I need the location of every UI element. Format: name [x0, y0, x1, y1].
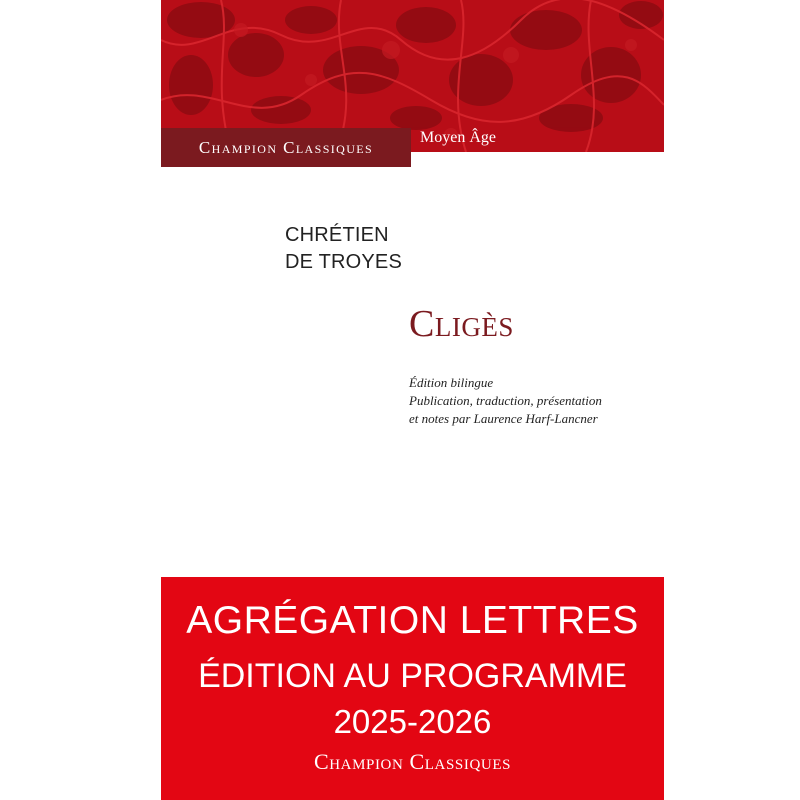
- edition-line-2: Publication, traduction, présentation: [409, 393, 602, 408]
- banner-years: 2025-2026: [333, 703, 492, 740]
- agregation-banner: [161, 577, 664, 800]
- series-name: Champion Classiques: [198, 137, 374, 157]
- edition-notes: [409, 374, 602, 428]
- subcollection-label: Moyen Âge: [420, 129, 496, 146]
- book-title: Cligès: [409, 303, 514, 345]
- edition-line-3: et notes par Laurence Harf-Lancner: [409, 411, 598, 426]
- author-line-2: DE TROYES: [285, 251, 403, 273]
- author-name: [285, 222, 402, 276]
- book-cover: [161, 0, 664, 800]
- banner-subheading: ÉDITION AU PROGRAMME: [198, 657, 627, 695]
- series-label: [161, 128, 411, 167]
- edition-line-1: Édition bilingue: [409, 375, 494, 390]
- author-line-1: CHRÉTIEN: [285, 224, 389, 246]
- banner-heading: AGRÉGATION LETTRES: [186, 599, 639, 642]
- banner-publisher: Champion Classiques: [313, 749, 512, 774]
